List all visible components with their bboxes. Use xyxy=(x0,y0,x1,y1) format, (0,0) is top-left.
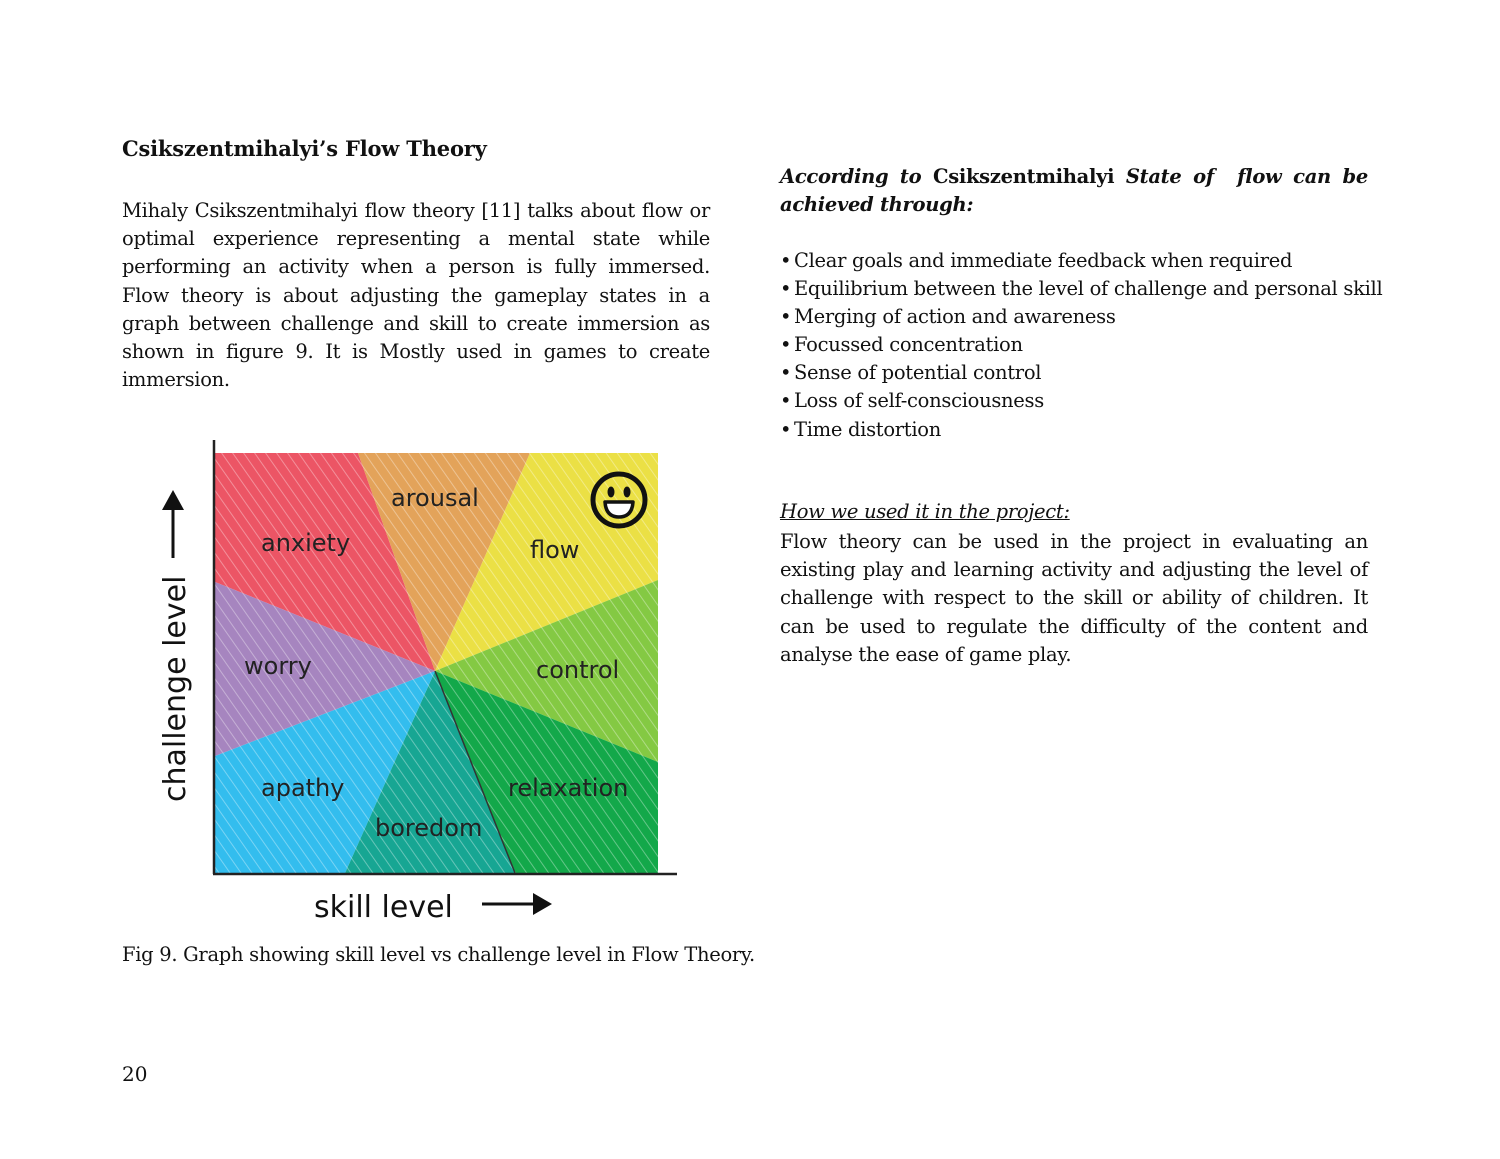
bullet-icon: • xyxy=(780,333,792,357)
intro-text-lead: According to xyxy=(780,165,922,188)
bullet-icon: • xyxy=(780,389,792,413)
usage-heading: How we used it in the project: xyxy=(780,500,1070,523)
flow-conditions-list xyxy=(780,247,1383,444)
flow-theory-figure xyxy=(150,430,690,930)
paragraph-text: Mihaly Csikszentmihalyi flow theory [11] talks about flow or optimal experience representing a mental state while performing an activity when a person is fully immersed. Flow theory is about adjusting the gameplay states in a graph between challenge and skill to create immersion as shown in figure 9. It is Mostly used in games to create immersion. xyxy=(122,199,710,392)
intro-name: Csikszentmihalyi xyxy=(932,165,1115,188)
list-item: • Clear goals and immediate feedback when required xyxy=(780,247,1380,275)
y-axis-label: challenge level xyxy=(158,575,193,802)
bullet-icon: • xyxy=(780,249,792,272)
zone-label-anxiety: anxiety xyxy=(261,529,351,557)
list-item: • Sense of potential control xyxy=(780,359,1380,387)
page-number: 20 xyxy=(122,1062,148,1086)
zone-label-relaxation: relaxation xyxy=(508,774,629,802)
list-item: • Merging of action and awareness xyxy=(780,303,1380,331)
flow-intro xyxy=(780,163,1375,219)
x-axis-arrow-icon xyxy=(482,893,552,915)
zone-label-apathy: apathy xyxy=(261,774,345,802)
zone-label-worry: worry xyxy=(244,652,312,680)
bullet-icon: • xyxy=(780,305,792,329)
x-axis-label: skill level xyxy=(314,890,453,925)
section-title: Csikszentmihalyi’s Flow Theory xyxy=(122,136,487,161)
flow-theory-paragraph xyxy=(122,197,710,394)
y-axis-arrow-icon xyxy=(162,490,184,558)
zone-label-flow: flow xyxy=(530,536,580,564)
list-item: • Time distortion xyxy=(780,416,1380,444)
zone-label-boredom: boredom xyxy=(375,814,483,842)
zone-label-control: control xyxy=(536,656,620,684)
intro-text-tail: State of flow can be achieved through: xyxy=(780,165,1375,216)
figure-caption: Fig 9. Graph showing skill level vs challenge level in Flow Theory. xyxy=(122,943,755,966)
bullet-icon: • xyxy=(780,361,792,385)
list-item: • Equilibrium between the level of challenge and personal skill xyxy=(780,275,1380,303)
usage-paragraph: Flow theory can be used in the project in evaluating an existing play and learning activity and adjusting the level of challenge with respect to the skill or ability of children. It can be used to regulate the difficulty of the content and analyse the ease of game play. xyxy=(780,530,1368,666)
bullet-icon: • xyxy=(780,417,792,441)
list-item: • Loss of self-consciousness xyxy=(780,387,1380,415)
list-item: • Focussed concentration xyxy=(780,331,1380,359)
bullet-icon: • xyxy=(780,277,792,301)
zone-label-arousal: arousal xyxy=(391,484,479,512)
